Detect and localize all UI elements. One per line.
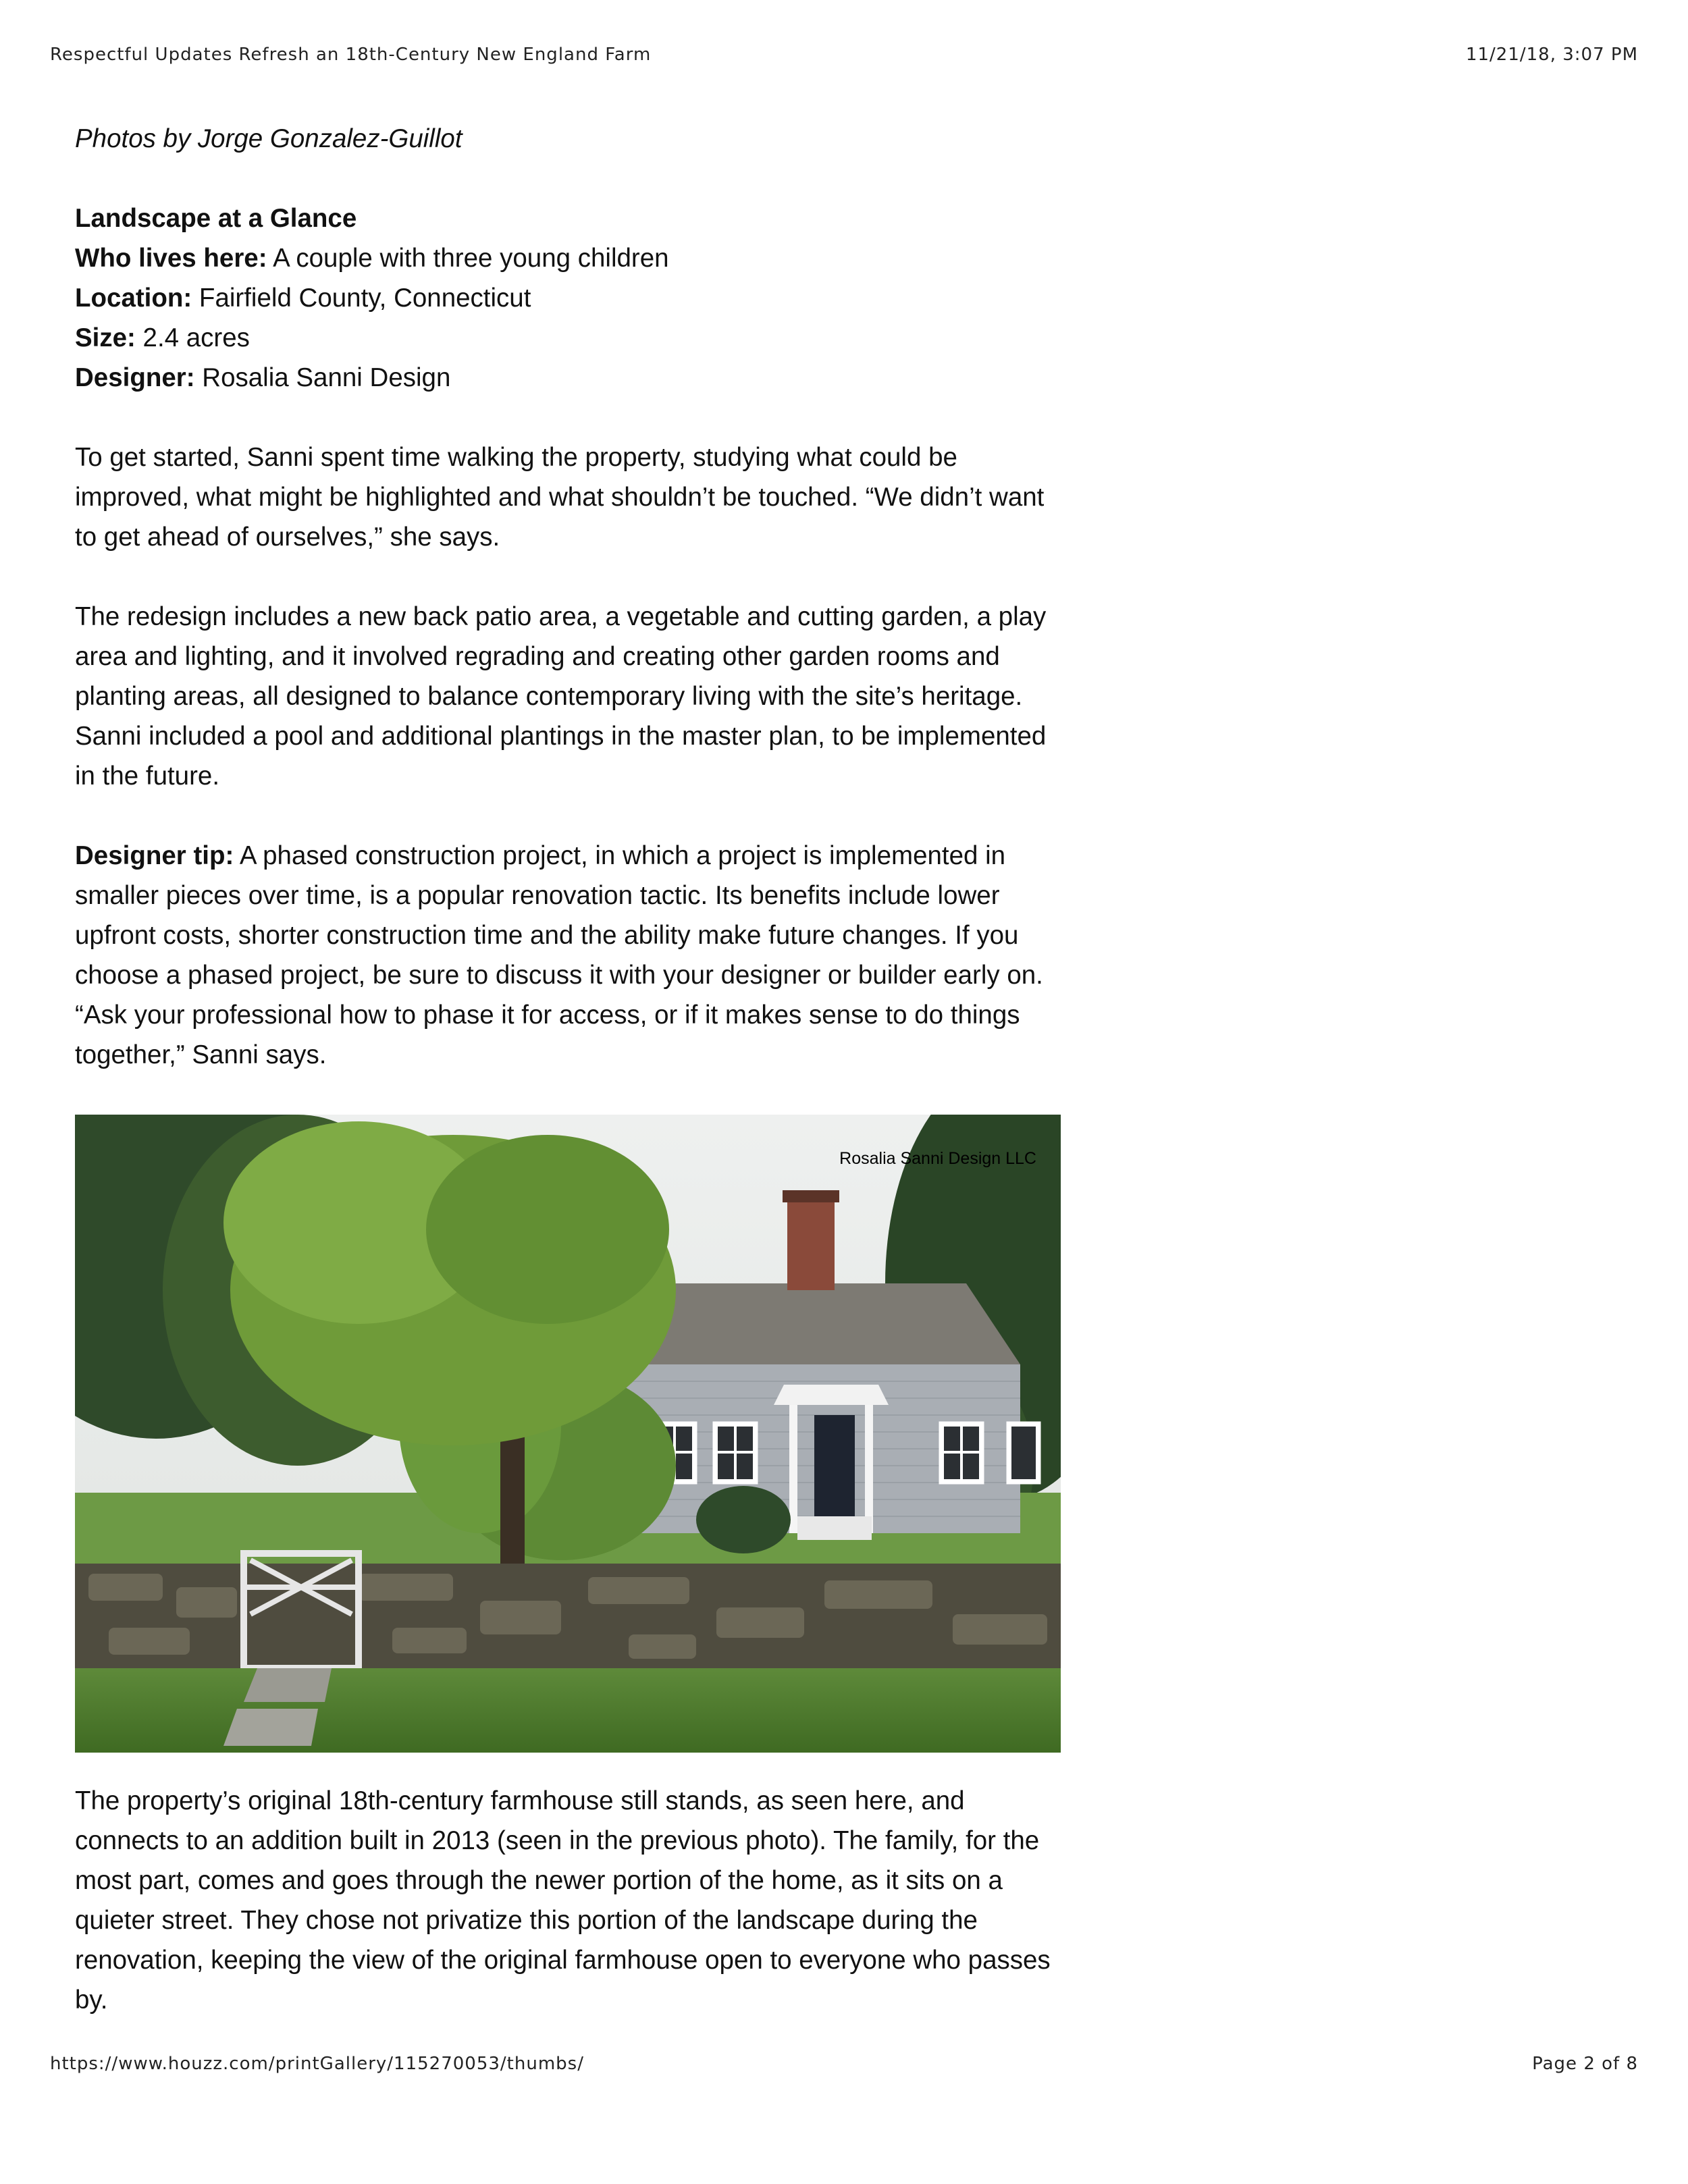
glance-size (75, 318, 1061, 358)
landscape-at-a-glance (75, 198, 1061, 398)
farmhouse-photo-illustration (75, 1115, 1061, 1753)
print-footer-url: https://www.houzz.com/printGallery/115270053/thumbs/ (50, 2054, 584, 2074)
print-footer-page-number: Page 2 of 8 (1532, 2054, 1638, 2074)
glance-size-value: 2.4 acres (135, 323, 250, 352)
glance-designer (75, 358, 1061, 398)
designer-tip (75, 836, 1061, 1075)
photo-credit-line: Photos by Jorge Gonzalez-Guillot (75, 124, 463, 153)
paragraph-farmhouse: The property’s original 18th-century farmhouse still stands, as seen here, and connects to an addition built in 2013 (seen in the previous photo). The family, for the most part, comes and goes through the newer portion of the home, as it sits on a quieter street. They chose not privatize this portion of the landscape during the renovation, keeping the view of the original farmhouse open to everyone who passes by. (75, 1786, 1051, 2015)
farmhouse-photo[interactable] (75, 1115, 1061, 1753)
glance-designer-label: Designer: (75, 363, 195, 392)
glance-location (75, 278, 1061, 318)
designer-tip-text: A phased construction project, in which a project is implemented in smaller pieces over time, is a popular renovation tactic. Its benefits include lower upfront costs, shorter construction time and the ability make future changes. If you choose a phased project, be sure to discuss it with your designer or builder early on. “Ask your professional how to phase it for access, or if it makes sense to do things together,” Sanni says. (75, 841, 1043, 1069)
article-body (75, 119, 1061, 2060)
print-header-datetime: 11/21/18, 3:07 PM (1465, 45, 1638, 65)
paragraph-getting-started: To get started, Sanni spent time walking the property, studying what could be improved, what might be highlighted and what shouldn’t be touched. “We didn’t want to get ahead of ourselves,” she says. (75, 443, 1045, 552)
print-header (50, 45, 1638, 72)
glance-designer-value: Rosalia Sanni Design (194, 363, 451, 392)
glance-who-label: Who lives here: (75, 244, 267, 273)
designer-tip-label: Designer tip: (75, 841, 234, 870)
print-footer (50, 2054, 1638, 2081)
print-header-title: Respectful Updates Refresh an 18th-Century New England Farm (50, 45, 652, 65)
glance-location-value: Fairfield County, Connecticut (192, 284, 531, 313)
photo-credit: Rosalia Sanni Design LLC (839, 1149, 1036, 1168)
glance-who-value: A couple with three young children (267, 244, 669, 273)
glance-who (75, 238, 1061, 278)
glance-heading: Landscape at a Glance (75, 204, 357, 233)
paragraph-redesign: The redesign includes a new back patio area, a vegetable and cutting garden, a play area and lighting, and it involved regrading and creating other garden rooms and planting areas, all designed to balance contemporary living with the site’s heritage. Sanni included a pool and additional plantings in the master plan, to be implemented in the future. (75, 602, 1047, 791)
glance-location-label: Location: (75, 284, 192, 313)
glance-size-label: Size: (75, 323, 136, 352)
